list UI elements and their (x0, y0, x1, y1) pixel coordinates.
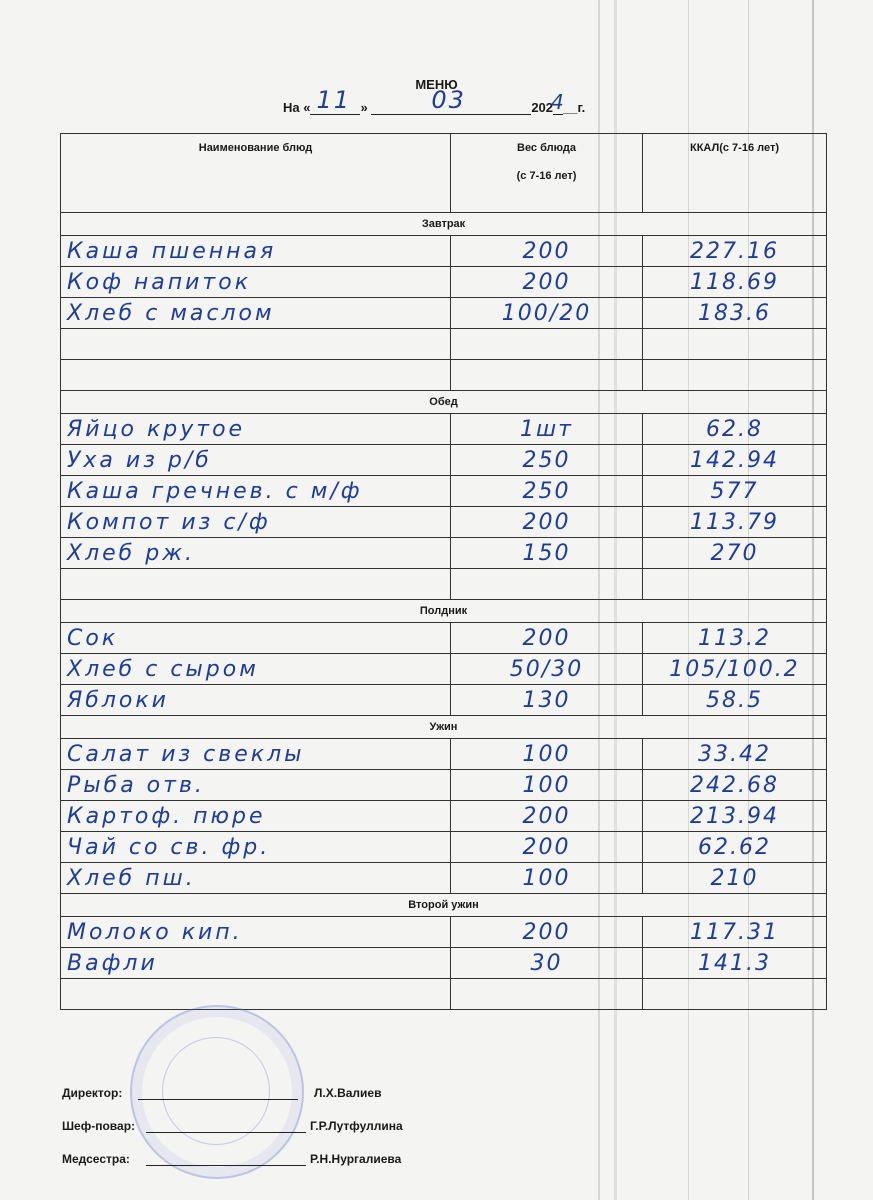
dish-kcal: 117.31 (643, 917, 827, 948)
table-row (61, 623, 827, 654)
dish-name: Хлеб пш. (61, 863, 451, 894)
dish-kcal: 577 (643, 476, 827, 507)
date-day-handwritten: 11 (316, 86, 352, 114)
date-day-blank (310, 86, 360, 115)
signature-row-nurse (62, 1152, 542, 1185)
signature-line (138, 1099, 298, 1100)
dish-name: Хлеб рж. (61, 538, 451, 569)
section-title: Обед (61, 391, 827, 414)
dish-kcal: 270 (643, 538, 827, 569)
dish-kcal: 62.8 (643, 414, 827, 445)
dish-weight: 200 (451, 623, 643, 654)
dish-name: Яблоки (61, 685, 451, 716)
dish-name: Компот из с/ф (61, 507, 451, 538)
dish-weight: 1шт (451, 414, 643, 445)
table-row (61, 445, 827, 476)
signature-name: Р.Н.Нургалиева (310, 1152, 402, 1166)
section-row-second-dinner (61, 894, 827, 917)
dish-kcal: 62.62 (643, 832, 827, 863)
table-row (61, 538, 827, 569)
dish-name: Салат из свеклы (61, 739, 451, 770)
dish-name: Хлеб с маслом (61, 298, 451, 329)
dish-weight: 200 (451, 832, 643, 863)
empty-row (61, 360, 827, 391)
date-mid: » (360, 100, 368, 115)
table-row (61, 948, 827, 979)
table-row (61, 917, 827, 948)
weight-header-line1: Вес блюда (517, 142, 576, 154)
section-title: Полдник (61, 600, 827, 623)
dish-name: Каша гречнев. с м/ф (61, 476, 451, 507)
dish-weight: 200 (451, 801, 643, 832)
section-row-lunch (61, 391, 827, 414)
table-row (61, 298, 827, 329)
table-row (61, 739, 827, 770)
dish-kcal: 183.6 (643, 298, 827, 329)
dish-name: Каша пшенная (61, 236, 451, 267)
signature-row-director (62, 1086, 542, 1119)
date-month-handwritten: 03 (431, 86, 466, 114)
signature-name: Г.Р.Лутфуллина (310, 1119, 403, 1133)
dish-weight: 250 (451, 476, 643, 507)
dish-name: Уха из р/б (61, 445, 451, 476)
dish-name: Коф напиток (61, 267, 451, 298)
table-row (61, 654, 827, 685)
dish-weight: 30 (451, 948, 643, 979)
dish-weight: 150 (451, 538, 643, 569)
table-row (61, 770, 827, 801)
dish-weight: 200 (451, 236, 643, 267)
signature-row-chef (62, 1119, 542, 1152)
signature-block (62, 1086, 542, 1185)
dish-weight: 50/30 (451, 654, 643, 685)
section-row-breakfast (61, 213, 827, 236)
dish-kcal: 210 (643, 863, 827, 894)
signature-role: Директор: (62, 1086, 123, 1100)
dish-weight: 100 (451, 770, 643, 801)
dish-weight: 100 (451, 739, 643, 770)
dish-kcal: 141.3 (643, 948, 827, 979)
dish-kcal: 227.16 (643, 236, 827, 267)
dish-weight: 250 (451, 445, 643, 476)
signature-line (146, 1165, 306, 1166)
dish-name: Хлеб с сыром (61, 654, 451, 685)
dish-name: Вафли (61, 948, 451, 979)
signature-line (146, 1132, 306, 1133)
dish-weight: 200 (451, 917, 643, 948)
table-row (61, 476, 827, 507)
dish-kcal: 118.69 (643, 267, 827, 298)
column-header-weight (451, 134, 643, 213)
date-line (283, 86, 586, 115)
table-row (61, 801, 827, 832)
dish-weight: 100 (451, 863, 643, 894)
date-year-prefix: 202 (531, 100, 554, 115)
dish-name: Картоф. пюре (61, 801, 451, 832)
weight-header-line2: (с 7-16 лет) (516, 170, 577, 182)
menu-table (60, 133, 827, 1010)
date-month-blank (371, 86, 531, 115)
section-row-dinner (61, 716, 827, 739)
section-title: Завтрак (61, 213, 827, 236)
empty-row (61, 569, 827, 600)
date-year-handwritten: 4 (551, 90, 566, 114)
section-title: Второй ужин (61, 894, 827, 917)
dish-weight: 130 (451, 685, 643, 716)
dish-name: Сок (61, 623, 451, 654)
dish-kcal: 113.79 (643, 507, 827, 538)
signature-role: Медсестра: (62, 1152, 130, 1166)
dish-kcal: 58.5 (643, 685, 827, 716)
column-header-name: Наименование блюд (61, 134, 451, 213)
dish-weight: 200 (451, 507, 643, 538)
empty-row (61, 979, 827, 1010)
signature-role: Шеф-повар: (62, 1119, 136, 1133)
dish-name: Чай со св. фр. (61, 832, 451, 863)
page-title: МЕНЮ (415, 77, 458, 92)
dish-kcal: 242.68 (643, 770, 827, 801)
dish-kcal: 213.94 (643, 801, 827, 832)
table-row (61, 863, 827, 894)
table-row (61, 685, 827, 716)
dish-kcal: 105/100.2 (643, 654, 827, 685)
dish-kcal: 142.94 (643, 445, 827, 476)
dish-weight: 100/20 (451, 298, 643, 329)
date-prefix: На « (283, 100, 311, 115)
table-header-row (61, 134, 827, 213)
dish-name: Яйцо крутое (61, 414, 451, 445)
table-row (61, 414, 827, 445)
table-row (61, 832, 827, 863)
dish-weight: 200 (451, 267, 643, 298)
column-header-kcal: ККАЛ(с 7-16 лет) (643, 134, 827, 213)
dish-name: Молоко кип. (61, 917, 451, 948)
table-row (61, 236, 827, 267)
section-row-snack (61, 600, 827, 623)
table-row (61, 507, 827, 538)
empty-row (61, 329, 827, 360)
table-row (61, 267, 827, 298)
dish-kcal: 33.42 (643, 739, 827, 770)
date-year-blank (551, 90, 566, 115)
section-title: Ужин (61, 716, 827, 739)
dish-kcal: 113.2 (643, 623, 827, 654)
dish-name: Рыба отв. (61, 770, 451, 801)
date-suffix: __г. (563, 100, 586, 115)
signature-name: Л.Х.Валиев (314, 1086, 382, 1100)
